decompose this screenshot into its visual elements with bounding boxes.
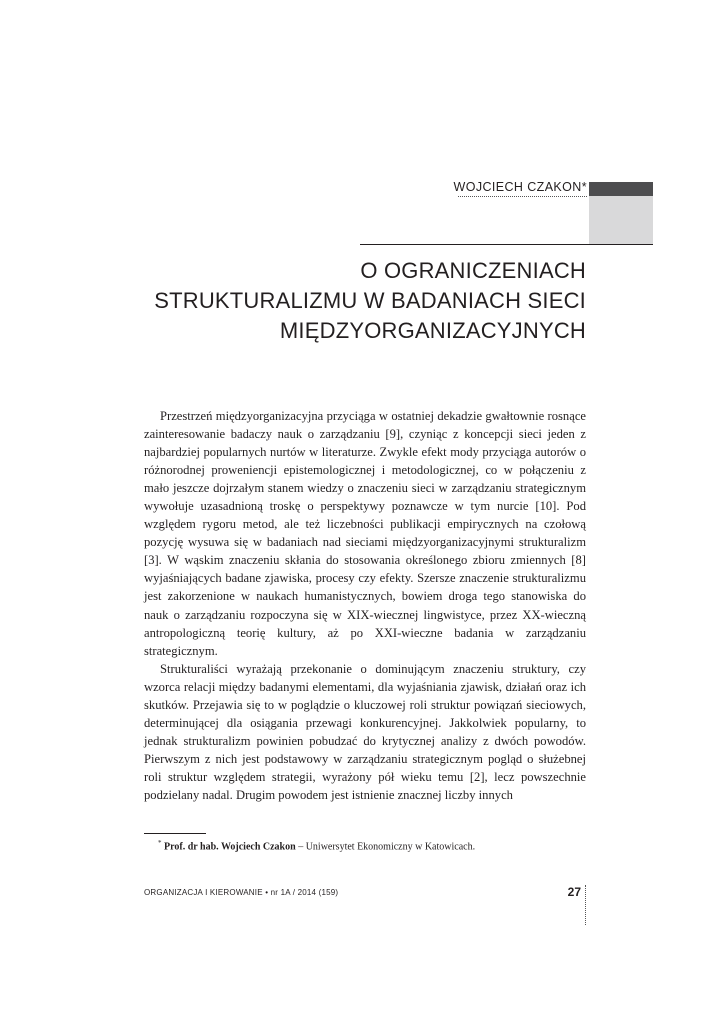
header-light-block bbox=[589, 196, 653, 244]
footnote-affiliation: – Uniwersytet Ekonomiczny w Katowicach. bbox=[295, 841, 476, 853]
journal-issue: nr 1A / 2014 (159) bbox=[270, 888, 339, 897]
footer-separator: • bbox=[265, 888, 269, 897]
journal-name: ORGANIZACJA I KIEROWANIE bbox=[144, 888, 263, 897]
journal-footer bbox=[144, 888, 338, 897]
title-line-3: MIĘDZYORGANIZACYJNYCH bbox=[279, 318, 586, 343]
title-line-2: STRUKTURALIZMU W BADANIACH SIECI bbox=[154, 288, 586, 313]
page-number: 27 bbox=[567, 885, 581, 899]
author-name: WOJCIECH CZAKON* bbox=[453, 180, 587, 194]
title-line-1: O OGRANICZENIACH bbox=[360, 258, 586, 283]
paragraph-1: Przestrzeń międzyorganizacyjna przyciąga w ostatniej dekadzie gwałtownie rosnące zainteresowanie badaczy nauk o zarządzaniu [9], czyniąc z koncepcji sieci jeden z najbardziej popularnych nurtów w literaturze. Zwykle efekt mody przyciąga autorów o różnorodnej proweniencji epistemologicznej i metodologicznej, co w połączeniu z mało jeszcze dojrzałym stanem wiedzy o znaczeniu sieci w zarządzaniu strategicznym wywołuje uzasadnioną troskę o perspektywy poznawcze w tym nurcie [10]. Pod względem rygoru metod, ale też liczebności publikacji empirycznych na czołową pozycję wysuwa się w badaniach nad sieciami międzyorganizacyjnymi strukturalizm [3]. W wąskim znaczeniu skłania do stosowania określonego zbioru zmiennych [8] wyjaśniających badane zjawiska, procesy czy efekty. Szersze znaczenie strukturalizmu jest zakorzenione w naukach humanistycznych, bowiem droga tego stanowiska do nauk o zarządzaniu rozpoczyna się w XIX-wiecznej lingwistyce, przez XX-wieczną antropologiczną teorię kultury, aż po XXI-wieczne badania w zarządzaniu strategicznym. bbox=[144, 409, 586, 658]
title-rule bbox=[360, 244, 653, 245]
footnote-rule bbox=[144, 833, 206, 834]
author-dotted-rule bbox=[458, 196, 587, 197]
paragraph-2: Strukturaliści wyrażają przekonanie o dominującym znaczeniu struktury, czy wzorca relacji między badanymi elementami, dla wyjaśniania zjawisk, działań oraz ich skutków. Przejawia się to w poglądzie o kluczowej roli struktur powiązań sieciowych, determinującej dla osiągania przewagi konkurencyjnej. Jakkolwiek popularny, to jednak strukturalizm powinien pobudzać do krytycznej analizy z dwóch powodów. Pierwszym z nich jest podstawowy w zarządzaniu strategicznym pogląd o służebnej roli struktur względem strategii, wyrażony pół wieku temu [2], lecz powszechnie podzielany nadal. Drugim powodem jest istnienie znacznej liczby innych bbox=[144, 661, 586, 802]
article-body bbox=[144, 407, 586, 804]
header-dark-block bbox=[589, 182, 653, 196]
footnote-author: Prof. dr hab. Wojciech Czakon bbox=[164, 841, 296, 853]
footnote-marker: * bbox=[158, 839, 162, 847]
article-title bbox=[120, 256, 586, 346]
page-dotted-rule bbox=[585, 885, 586, 925]
footnote bbox=[158, 837, 588, 853]
